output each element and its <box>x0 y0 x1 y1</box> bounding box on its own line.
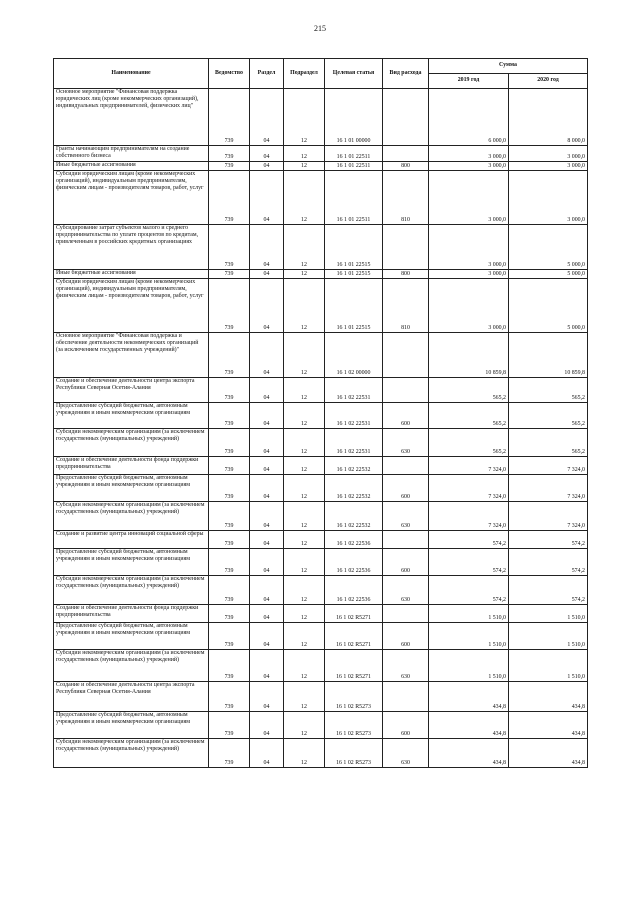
row-razdel: 04 <box>250 270 284 279</box>
row-razdel: 04 <box>250 531 284 549</box>
page-number: 215 <box>314 24 326 33</box>
row-podrazdel: 12 <box>284 475 325 502</box>
row-vedomstvo: 739 <box>209 605 250 623</box>
header-2020: 2020 год <box>509 74 588 89</box>
table-header <box>54 59 588 89</box>
row-vedomstvo: 739 <box>209 171 250 225</box>
row-sum-2020: 3 000,0 <box>509 171 588 225</box>
row-podrazdel: 12 <box>284 457 325 475</box>
row-name: Основное мероприятие "Финансовая поддержка и обеспечение деятельности некоммерческих организаций (за исключением государственных учреждений)" <box>54 333 209 378</box>
row-vid: 630 <box>383 429 429 457</box>
row-vedomstvo: 739 <box>209 429 250 457</box>
row-vedomstvo: 739 <box>209 457 250 475</box>
row-podrazdel: 12 <box>284 576 325 605</box>
row-sum-2019: 1 510,0 <box>429 650 509 682</box>
row-vedomstvo: 739 <box>209 682 250 712</box>
row-vedomstvo: 739 <box>209 739 250 768</box>
row-vedomstvo: 739 <box>209 89 250 146</box>
row-name: Гранты начинающим предпринимателям на создание собственного бизнеса <box>54 146 209 162</box>
row-celevaya: 16 1 02 R5273 <box>325 682 383 712</box>
row-sum-2020: 7 324,0 <box>509 457 588 475</box>
row-sum-2019: 1 510,0 <box>429 605 509 623</box>
row-sum-2019: 434,8 <box>429 682 509 712</box>
table-row <box>54 605 588 623</box>
row-celevaya: 16 1 02 22536 <box>325 576 383 605</box>
row-celevaya: 16 1 02 22536 <box>325 531 383 549</box>
row-name: Предоставление субсидий бюджетным, автономным учреждениям и иным некоммерческим организациям <box>54 475 209 502</box>
row-sum-2019: 3 000,0 <box>429 171 509 225</box>
header-2019: 2019 год <box>429 74 509 89</box>
row-podrazdel: 12 <box>284 623 325 650</box>
row-razdel: 04 <box>250 378 284 403</box>
row-celevaya: 16 1 01 22511 <box>325 162 383 171</box>
row-celevaya: 16 1 02 22532 <box>325 457 383 475</box>
header-vid: Вид расхода <box>383 59 429 89</box>
row-sum-2019: 565,2 <box>429 378 509 403</box>
row-sum-2019: 434,8 <box>429 739 509 768</box>
row-vedomstvo: 739 <box>209 712 250 739</box>
row-name: Субсидии юридическим лицам (кроме некоммерческих организаций), индивидуальным предпринимателям, физическим лицам - производителям товаров, работ, услуг <box>54 171 209 225</box>
table-row <box>54 502 588 531</box>
row-razdel: 04 <box>250 89 284 146</box>
row-podrazdel: 12 <box>284 270 325 279</box>
row-vedomstvo: 739 <box>209 650 250 682</box>
row-sum-2019: 574,2 <box>429 531 509 549</box>
header-summa: Сумма <box>429 59 588 74</box>
row-sum-2019: 565,2 <box>429 429 509 457</box>
row-vedomstvo: 739 <box>209 225 250 270</box>
row-name: Создание и развитие центра инноваций социальной сферы <box>54 531 209 549</box>
row-sum-2020: 574,2 <box>509 576 588 605</box>
row-podrazdel: 12 <box>284 549 325 576</box>
row-podrazdel: 12 <box>284 682 325 712</box>
table-body <box>54 89 588 768</box>
row-razdel: 04 <box>250 739 284 768</box>
row-celevaya: 16 1 02 22532 <box>325 475 383 502</box>
table-row <box>54 531 588 549</box>
row-celevaya: 16 1 01 22515 <box>325 270 383 279</box>
row-razdel: 04 <box>250 576 284 605</box>
row-sum-2020: 3 000,0 <box>509 162 588 171</box>
header-podrazdel: Подраздел <box>284 59 325 89</box>
row-podrazdel: 12 <box>284 171 325 225</box>
row-celevaya: 16 1 02 22531 <box>325 378 383 403</box>
table-row <box>54 378 588 403</box>
table-row <box>54 623 588 650</box>
table-row <box>54 576 588 605</box>
row-razdel: 04 <box>250 549 284 576</box>
row-sum-2019: 3 000,0 <box>429 279 509 333</box>
row-sum-2019: 3 000,0 <box>429 270 509 279</box>
row-sum-2020: 434,8 <box>509 739 588 768</box>
table-row <box>54 682 588 712</box>
row-podrazdel: 12 <box>284 502 325 531</box>
table-row <box>54 475 588 502</box>
row-name: Субсидии некоммерческим организациям (за исключением государственных (муниципальных) учреждений) <box>54 429 209 457</box>
row-name: Предоставление субсидий бюджетным, автономным учреждениям и иным некоммерческим организациям <box>54 549 209 576</box>
row-sum-2020: 565,2 <box>509 378 588 403</box>
row-sum-2020: 565,2 <box>509 403 588 429</box>
row-vedomstvo: 739 <box>209 576 250 605</box>
row-sum-2020: 1 510,0 <box>509 650 588 682</box>
row-name: Предоставление субсидий бюджетным, автономным учреждениям и иным некоммерческим организациям <box>54 712 209 739</box>
row-vedomstvo: 739 <box>209 549 250 576</box>
row-celevaya: 16 1 02 R5271 <box>325 650 383 682</box>
row-vid <box>383 89 429 146</box>
row-vid: 630 <box>383 502 429 531</box>
row-name: Создание и обеспечение деятельности фонда поддержки предпринимательства <box>54 457 209 475</box>
row-vedomstvo: 739 <box>209 623 250 650</box>
row-vedomstvo: 739 <box>209 146 250 162</box>
table-row <box>54 457 588 475</box>
row-razdel: 04 <box>250 171 284 225</box>
row-podrazdel: 12 <box>284 650 325 682</box>
row-podrazdel: 12 <box>284 605 325 623</box>
row-vedomstvo: 739 <box>209 475 250 502</box>
row-vid: 600 <box>383 475 429 502</box>
row-celevaya: 16 1 01 22515 <box>325 225 383 270</box>
row-sum-2020: 5 000,0 <box>509 270 588 279</box>
row-celevaya: 16 1 02 22536 <box>325 549 383 576</box>
row-vedomstvo: 739 <box>209 378 250 403</box>
row-sum-2019: 3 000,0 <box>429 225 509 270</box>
row-podrazdel: 12 <box>284 225 325 270</box>
row-vid: 810 <box>383 171 429 225</box>
row-vid <box>383 531 429 549</box>
row-sum-2019: 3 000,0 <box>429 146 509 162</box>
row-vedomstvo: 739 <box>209 270 250 279</box>
row-sum-2020: 1 510,0 <box>509 605 588 623</box>
table-row <box>54 650 588 682</box>
row-sum-2019: 7 324,0 <box>429 475 509 502</box>
row-sum-2019: 565,2 <box>429 403 509 429</box>
row-sum-2019: 7 324,0 <box>429 457 509 475</box>
row-podrazdel: 12 <box>284 378 325 403</box>
row-sum-2020: 574,2 <box>509 531 588 549</box>
row-sum-2020: 7 324,0 <box>509 475 588 502</box>
row-podrazdel: 12 <box>284 279 325 333</box>
row-razdel: 04 <box>250 682 284 712</box>
row-name: Основное мероприятие "Финансовая поддержка юридических лиц (кроме некоммерческих организаций), индивидуальных предпринимателей, физических лиц" <box>54 89 209 146</box>
row-vid <box>383 605 429 623</box>
row-vid <box>383 457 429 475</box>
row-name: Создание и обеспечение деятельности центра экспорта Республики Северная Осетия-Алания <box>54 378 209 403</box>
row-razdel: 04 <box>250 457 284 475</box>
row-podrazdel: 12 <box>284 146 325 162</box>
row-sum-2020: 10 859,8 <box>509 333 588 378</box>
row-vid <box>383 225 429 270</box>
row-celevaya: 16 1 01 00000 <box>325 89 383 146</box>
row-sum-2019: 574,2 <box>429 549 509 576</box>
row-sum-2019: 574,2 <box>429 576 509 605</box>
row-vid <box>383 333 429 378</box>
row-celevaya: 16 1 02 R5271 <box>325 623 383 650</box>
table-row <box>54 146 588 162</box>
row-celevaya: 16 1 02 22532 <box>325 502 383 531</box>
row-vid <box>383 146 429 162</box>
budget-table <box>53 58 588 768</box>
header-razdel: Раздел <box>250 59 284 89</box>
row-name: Субсидии юридическим лицам (кроме некоммерческих организаций), индивидуальным предпринимателям, физическим лицам - производителям товаров, работ, услуг <box>54 279 209 333</box>
row-razdel: 04 <box>250 623 284 650</box>
row-sum-2020: 5 000,0 <box>509 225 588 270</box>
table-row <box>54 549 588 576</box>
row-sum-2020: 565,2 <box>509 429 588 457</box>
row-vid: 630 <box>383 739 429 768</box>
row-celevaya: 16 1 02 R5273 <box>325 739 383 768</box>
row-razdel: 04 <box>250 605 284 623</box>
row-name: Предоставление субсидий бюджетным, автономным учреждениям и иным некоммерческим организациям <box>54 623 209 650</box>
row-sum-2019: 434,8 <box>429 712 509 739</box>
row-celevaya: 16 1 01 22511 <box>325 146 383 162</box>
row-celevaya: 16 1 02 22531 <box>325 403 383 429</box>
row-celevaya: 16 1 02 R5271 <box>325 605 383 623</box>
row-sum-2019: 3 000,0 <box>429 162 509 171</box>
row-vedomstvo: 739 <box>209 531 250 549</box>
row-vid: 630 <box>383 576 429 605</box>
row-vid <box>383 378 429 403</box>
row-sum-2019: 6 000,0 <box>429 89 509 146</box>
row-vedomstvo: 739 <box>209 502 250 531</box>
table-row <box>54 712 588 739</box>
header-name: Наименование <box>54 59 209 89</box>
row-razdel: 04 <box>250 650 284 682</box>
row-podrazdel: 12 <box>284 739 325 768</box>
row-name: Иные бюджетные ассигнования <box>54 162 209 171</box>
row-podrazdel: 12 <box>284 333 325 378</box>
row-vid: 600 <box>383 549 429 576</box>
row-name: Субсидии некоммерческим организациям (за исключением государственных (муниципальных) учреждений) <box>54 650 209 682</box>
row-name: Предоставление субсидий бюджетным, автономным учреждениям и иным некоммерческим организациям <box>54 403 209 429</box>
row-name: Субсидирование затрат субъектов малого и среднего предпринимательства по уплате процентов по кредитам, привлеченным в российских кредитных организациях <box>54 225 209 270</box>
row-celevaya: 16 1 01 22515 <box>325 279 383 333</box>
row-vid: 630 <box>383 650 429 682</box>
row-name: Иные бюджетные ассигнования <box>54 270 209 279</box>
row-name: Создание и обеспечение деятельности центра экспорта Республики Северная Осетия-Алания <box>54 682 209 712</box>
row-vid: 600 <box>383 623 429 650</box>
row-sum-2020: 3 000,0 <box>509 146 588 162</box>
row-celevaya: 16 1 02 00000 <box>325 333 383 378</box>
row-vid: 800 <box>383 270 429 279</box>
row-podrazdel: 12 <box>284 429 325 457</box>
row-vid: 800 <box>383 162 429 171</box>
row-sum-2020: 434,8 <box>509 712 588 739</box>
row-razdel: 04 <box>250 475 284 502</box>
row-vedomstvo: 739 <box>209 279 250 333</box>
row-name: Субсидии некоммерческим организациям (за исключением государственных (муниципальных) учреждений) <box>54 739 209 768</box>
row-podrazdel: 12 <box>284 403 325 429</box>
row-sum-2020: 574,2 <box>509 549 588 576</box>
row-razdel: 04 <box>250 279 284 333</box>
table-row <box>54 225 588 270</box>
row-vedomstvo: 739 <box>209 403 250 429</box>
row-sum-2020: 434,8 <box>509 682 588 712</box>
row-name: Субсидии некоммерческим организациям (за исключением государственных (муниципальных) учреждений) <box>54 502 209 531</box>
table-row <box>54 89 588 146</box>
row-sum-2020: 8 000,0 <box>509 89 588 146</box>
table-row <box>54 333 588 378</box>
row-sum-2019: 1 510,0 <box>429 623 509 650</box>
row-razdel: 04 <box>250 403 284 429</box>
row-razdel: 04 <box>250 162 284 171</box>
table-row <box>54 403 588 429</box>
row-name: Субсидии некоммерческим организациям (за исключением государственных (муниципальных) учреждений) <box>54 576 209 605</box>
row-celevaya: 16 1 02 22531 <box>325 429 383 457</box>
row-razdel: 04 <box>250 429 284 457</box>
table-row <box>54 162 588 171</box>
table-row <box>54 739 588 768</box>
header-vedomstvo: Ведомство <box>209 59 250 89</box>
table-row <box>54 270 588 279</box>
row-razdel: 04 <box>250 146 284 162</box>
row-podrazdel: 12 <box>284 712 325 739</box>
row-vid: 600 <box>383 403 429 429</box>
row-razdel: 04 <box>250 712 284 739</box>
table-row <box>54 279 588 333</box>
row-vid <box>383 682 429 712</box>
row-sum-2019: 7 324,0 <box>429 502 509 531</box>
table-row <box>54 171 588 225</box>
row-podrazdel: 12 <box>284 162 325 171</box>
row-razdel: 04 <box>250 225 284 270</box>
row-razdel: 04 <box>250 333 284 378</box>
row-sum-2020: 1 510,0 <box>509 623 588 650</box>
table-row <box>54 429 588 457</box>
row-razdel: 04 <box>250 502 284 531</box>
header-celevaya: Целевая статья <box>325 59 383 89</box>
row-sum-2020: 5 000,0 <box>509 279 588 333</box>
row-name: Создание и обеспечение деятельности фонда поддержки предпринимательства <box>54 605 209 623</box>
row-celevaya: 16 1 02 R5273 <box>325 712 383 739</box>
row-sum-2019: 10 859,8 <box>429 333 509 378</box>
row-vedomstvo: 739 <box>209 162 250 171</box>
row-podrazdel: 12 <box>284 89 325 146</box>
row-vedomstvo: 739 <box>209 333 250 378</box>
row-vid: 810 <box>383 279 429 333</box>
row-celevaya: 16 1 01 22511 <box>325 171 383 225</box>
row-podrazdel: 12 <box>284 531 325 549</box>
row-vid: 600 <box>383 712 429 739</box>
row-sum-2020: 7 324,0 <box>509 502 588 531</box>
